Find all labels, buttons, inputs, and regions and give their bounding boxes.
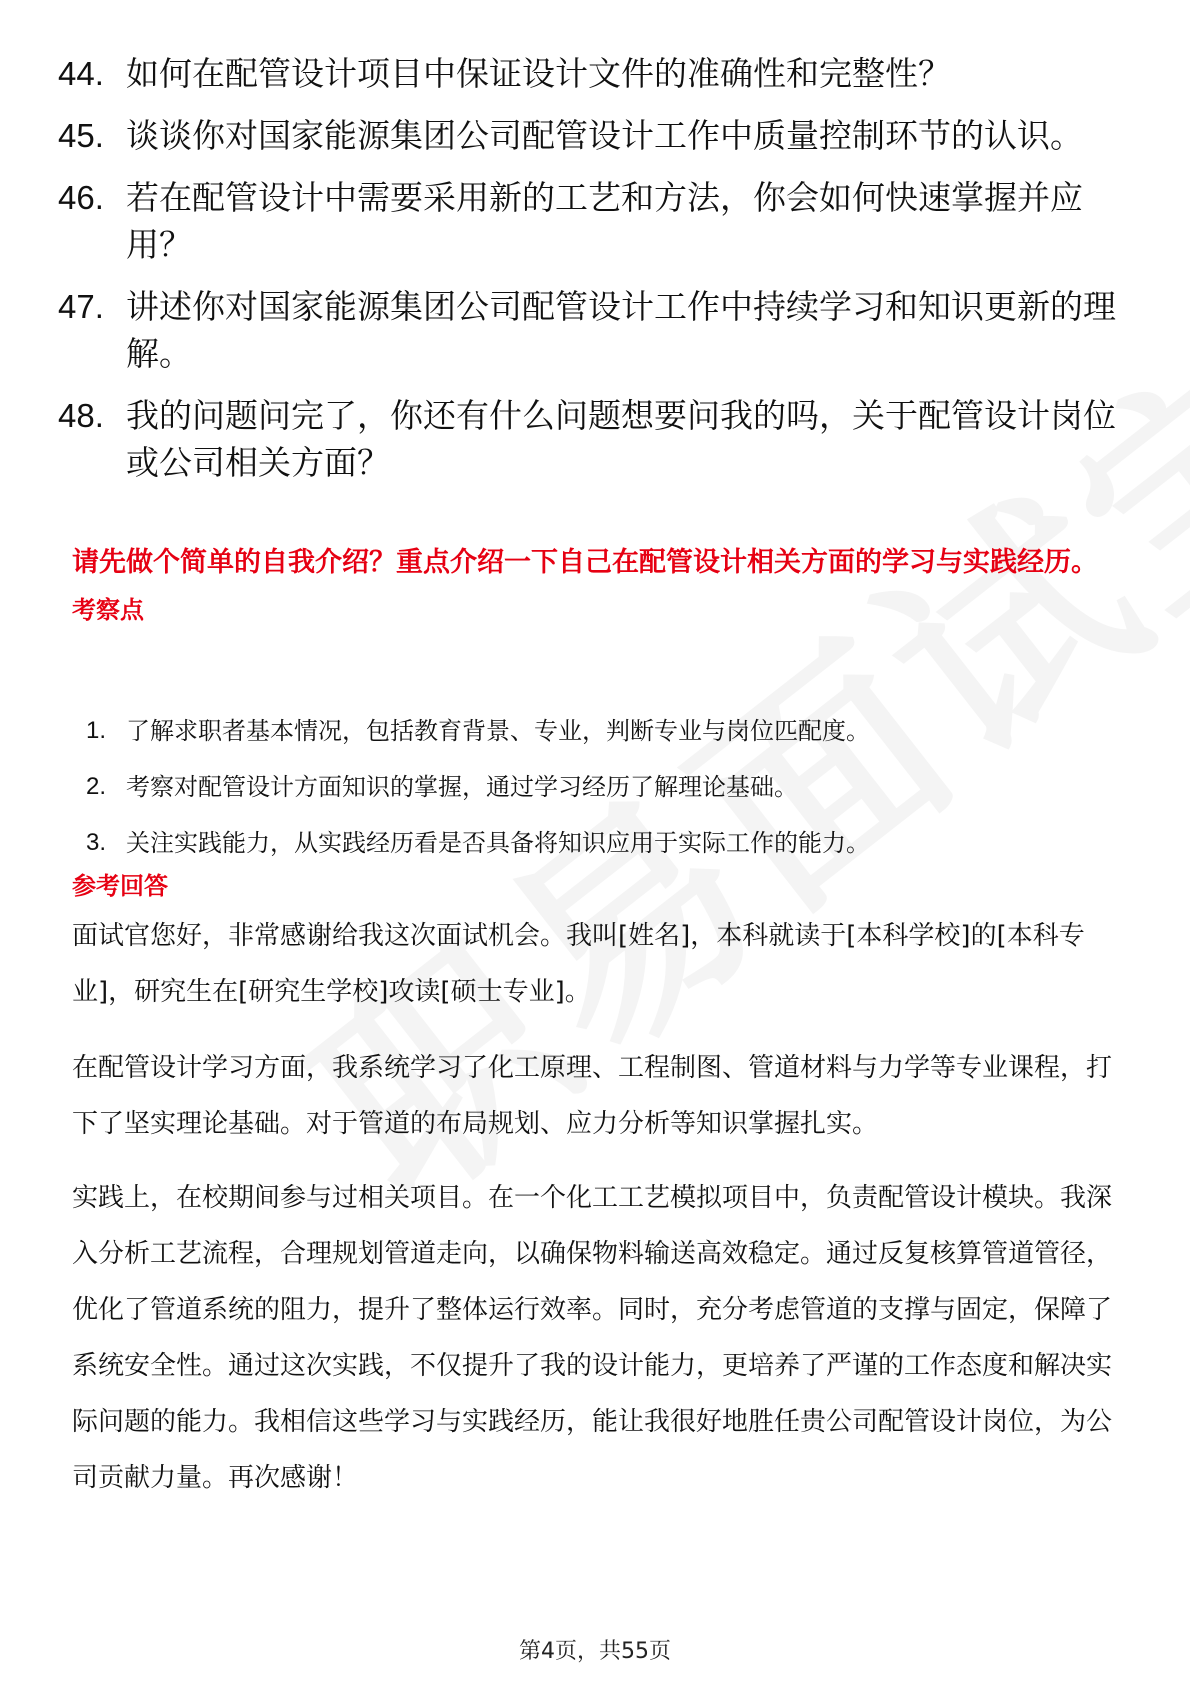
exam-points-list [86, 713, 1136, 881]
question-list [58, 50, 1138, 501]
question-item [58, 283, 1138, 377]
intro-question-heading: 请先做个简单的自我介绍？重点介绍一下自己在配管设计相关方面的学习与实践经历。 [72, 547, 1098, 578]
reference-answer-heading: 参考回答 [72, 872, 168, 900]
exam-point-number: 2. [86, 773, 107, 800]
answer-paragraph: 实践上，在校期间参与过相关项目。在一个化工工艺模拟项目中，负责配管设计模块。我深入分析工艺流程，合理规划管道走向，以确保物料输送高效稳定。通过反复核算管道管径，优化了管道系统的阻力，提升了整体运行效率。同时，充分考虑管道的支撑与固定，保障了系统安全性。通过这次实践，不仅提升了我的设计能力，更培养了严谨的工作态度和解决实际问题的能力。我相信这些学习与实践经历，能让我很好地胜任贵公司配管设计岗位，为公司贡献力量。再次感谢！ [72, 1183, 1113, 1493]
question-item [58, 392, 1138, 486]
question-number: 48. [58, 397, 104, 434]
exam-point-text: 关注实践能力，从实践经历看是否具备将知识应用于实际工作的能力。 [126, 829, 870, 857]
exam-point-item [86, 713, 1136, 749]
exam-point-number: 3. [86, 829, 107, 856]
page-footer: 第4页，共55页 [519, 1639, 671, 1664]
question-number: 47. [58, 288, 104, 325]
question-number: 44. [58, 55, 104, 92]
question-text: 我的问题问完了，你还有什么问题想要问我的吗，关于配管设计岗位或公司相关方面？ [126, 396, 1116, 482]
question-text: 谈谈你对国家能源集团公司配管设计工作中质量控制环节的认识。 [126, 116, 1083, 155]
question-number: 45. [58, 117, 104, 154]
question-text: 讲述你对国家能源集团公司配管设计工作中持续学习和知识更新的理解。 [126, 287, 1116, 373]
exam-point-number: 1. [86, 717, 107, 744]
question-text: 如何在配管设计项目中保证设计文件的准确性和完整性？ [126, 54, 951, 93]
question-item [58, 50, 1138, 97]
question-item [58, 174, 1138, 268]
question-number: 46. [58, 179, 104, 216]
question-item [58, 112, 1138, 159]
exam-point-text: 了解求职者基本情况，包括教育背景、专业，判断专业与岗位匹配度。 [126, 717, 870, 745]
answer-paragraph: 在配管设计学习方面，我系统学习了化工原理、工程制图、管道材料与力学等专业课程，打下了坚实理论基础。对于管道的布局规划、应力分析等知识掌握扎实。 [72, 1053, 1113, 1139]
exam-point-text: 考察对配管设计方面知识的掌握，通过学习经历了解理论基础。 [126, 773, 798, 801]
question-text: 若在配管设计中需要采用新的工艺和方法，你会如何快速掌握并应用？ [126, 178, 1083, 264]
answer-paragraph: 面试官您好，非常感谢给我这次面试机会。我叫[姓名]，本科就读于[本科学校]的[本科专业]，研究生在[研究生学校]攻读[硕士专业]。 [72, 921, 1085, 1007]
exam-point-item [86, 825, 1136, 861]
exam-point-item [86, 769, 1136, 805]
exam-points-heading: 考察点 [72, 596, 144, 624]
